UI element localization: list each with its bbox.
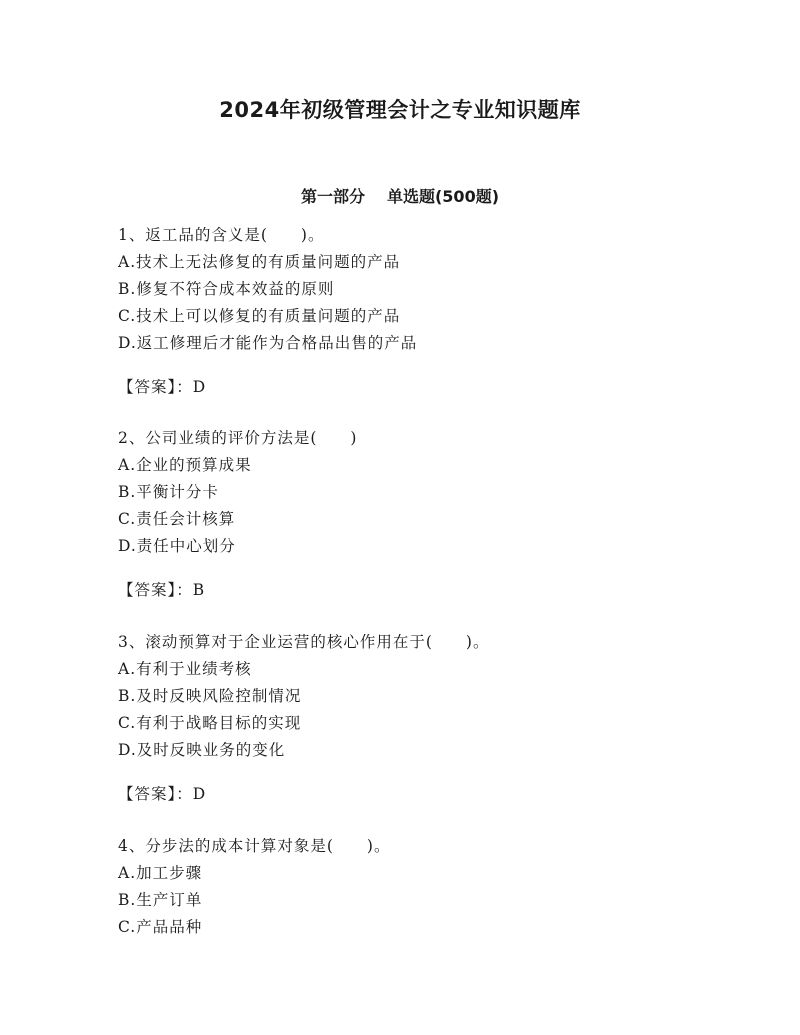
question-stem: 3、滚动预算对于企业运营的核心作用在于( )。 xyxy=(118,633,490,651)
answer-line: 【答案】：D xyxy=(118,785,207,803)
option-c: C.有利于战略目标的实现 xyxy=(118,714,302,732)
option-c: C.产品品种 xyxy=(118,918,203,936)
option-b: B.及时反映风险控制情况 xyxy=(118,687,302,705)
option-b: B.修复不符合成本效益的原则 xyxy=(118,280,335,298)
option-d: D.返工修理后才能作为合格品出售的产品 xyxy=(118,334,418,352)
option-a: A.加工步骤 xyxy=(118,864,203,882)
section-part: 第一部分 xyxy=(300,187,365,206)
section-name: 单选题(500题) xyxy=(386,187,500,206)
question-stem: 1、返工品的含义是( )。 xyxy=(118,226,325,244)
answer-line: 【答案】：D xyxy=(118,378,207,396)
option-c: C.技术上可以修复的有质量问题的产品 xyxy=(118,307,401,325)
question-3 xyxy=(118,629,489,808)
section-heading xyxy=(0,184,800,207)
option-d: D.责任中心划分 xyxy=(118,537,236,555)
option-a: A.技术上无法修复的有质量问题的产品 xyxy=(118,253,401,271)
answer-line: 【答案】：B xyxy=(118,581,206,599)
question-stem: 4、分步法的成本计算对象是( )。 xyxy=(118,837,391,855)
option-c: C.责任会计核算 xyxy=(118,510,236,528)
option-d: D.及时反映业务的变化 xyxy=(118,741,286,759)
document-title: 2024年初级管理会计之专业知识题库 xyxy=(219,98,581,122)
option-a: A.企业的预算成果 xyxy=(118,456,252,474)
option-b: B.生产订单 xyxy=(118,891,203,909)
option-a: A.有利于业绩考核 xyxy=(118,660,252,678)
question-4 xyxy=(118,833,390,941)
question-stem: 2、公司业绩的评价方法是( ) xyxy=(118,429,358,447)
option-b: B.平衡计分卡 xyxy=(118,483,219,501)
question-2 xyxy=(118,425,357,604)
question-1 xyxy=(118,222,417,401)
